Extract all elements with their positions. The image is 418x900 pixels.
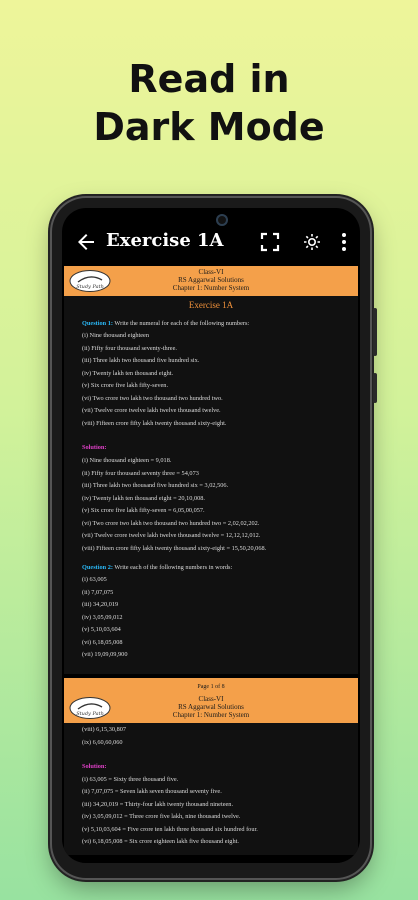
pdf-page-2 <box>64 693 358 863</box>
promo-headline <box>0 55 418 151</box>
volume-button <box>373 308 377 356</box>
list-item: (v) Six crore five lakh fifty-seven. <box>82 382 169 389</box>
back-arrow-icon[interactable] <box>74 230 98 254</box>
brightness-icon[interactable] <box>300 230 324 254</box>
list-item: (iv) 3,05,09,012 <box>82 613 123 621</box>
svg-text:Study Path: Study Path <box>76 711 104 717</box>
list-item: (vi) 6,18,05,008 <box>82 638 123 646</box>
header-chapter: Chapter 1: Number System <box>172 711 250 719</box>
list-item: (v) 5,10,03,604 <box>82 626 121 633</box>
list-item: (iv) 3,05,09,012 = Three crore five lakh, nine thousand twelve. <box>82 813 241 820</box>
list-item: (iv) Twenty lakh ten thousand eight = 20,10,008. <box>82 494 205 502</box>
header-chapter: Chapter 1: Number System <box>172 284 250 292</box>
bottom-nav-area <box>62 855 360 863</box>
list-item: (viii) Fifteen crore fifty lakh twenty thousand sixty-eight = 15,50,20,068. <box>82 544 267 552</box>
list-item: (vi) Two crore two lakh two thousand two hundred two. <box>82 394 223 402</box>
list-item: (vi) 6,18,05,008 = Six crore eighteen lakh five thousand eight. <box>82 838 239 845</box>
pdf-page-1 <box>64 266 358 674</box>
list-item: (iii) Three lakh two thousand five hundred six. <box>82 357 200 364</box>
app-bar <box>62 222 360 262</box>
list-item: (ix) 6,60,60,060 <box>82 738 123 746</box>
list-item: (ii) 7,07,075 <box>82 588 114 596</box>
power-button <box>373 373 377 403</box>
fullscreen-icon[interactable] <box>258 230 282 254</box>
list-item: (vi) Two crore two lakh two thousand two hundred two = 2,02,02,202. <box>82 519 260 527</box>
header-book: RS Aggarwal Solutions <box>178 703 244 711</box>
more-vert-icon[interactable] <box>332 230 356 254</box>
list-item: (iii) Three lakh two thousand five hundred six = 3,02,506. <box>82 482 229 489</box>
question-1-label: Question 1: <box>82 320 113 327</box>
phone-frame <box>52 198 370 878</box>
page-header <box>64 693 358 723</box>
list-item: (i) 63,005 <box>82 576 107 583</box>
list-item: (vii) Twelve crore twelve lakh twelve thousand twelve = 12,12,12,012. <box>82 532 261 539</box>
phone-screen <box>62 208 360 863</box>
list-item: (v) Six crore five lakh fifty-seven = 6,05,00,057. <box>82 507 205 514</box>
question-1 <box>82 320 249 327</box>
headline-line-1: Read in <box>128 57 290 101</box>
list-item: (iv) Twenty lakh ten thousand eight. <box>82 369 174 377</box>
pdf-viewer[interactable] <box>62 266 360 863</box>
question-1-text: Write the numeral for each of the following numbers: <box>112 320 250 327</box>
header-book: RS Aggarwal Solutions <box>178 276 244 284</box>
list-item: (viii) 6,15,30,807 <box>82 726 127 733</box>
solution-label: Solution: <box>82 763 107 770</box>
list-item: (i) 63,005 = Sixty three thousand five. <box>82 775 179 783</box>
list-item: (vii) 19,09,09,900 <box>82 651 128 658</box>
question-2-text: Write each of the following numbers in words: <box>112 564 233 571</box>
solution-label: Solution: <box>82 444 107 451</box>
page-indicator: Page 1 of 8 <box>64 678 358 696</box>
list-item: (i) Nine thousand eighteen <box>82 332 149 339</box>
list-item: (ii) Fifty four thousand seventy-three. <box>82 344 177 352</box>
list-item: (v) 5,10,03,604 = Five crore ten lakh three thousand six hundred four. <box>82 825 258 833</box>
headline-line-2: Dark Mode <box>93 105 325 149</box>
page-title: Exercise 1A <box>106 230 224 251</box>
list-item: (ii) Fifty four thousand seventy three = 54,073 <box>82 469 199 477</box>
list-item: (i) Nine thousand eighteen = 9,018. <box>82 457 172 464</box>
question-2-label: Question 2: <box>82 564 113 571</box>
exercise-heading: Exercise 1A <box>188 300 234 310</box>
header-class: Class-VI <box>198 695 224 703</box>
list-item: (iii) 34,20,019 <box>82 601 119 608</box>
list-item: (vii) Twelve crore twelve lakh twelve thousand twelve. <box>82 407 221 414</box>
list-item: (ii) 7,07,075 = Seven lakh seven thousand seventy five. <box>82 788 222 795</box>
header-class: Class-VI <box>198 268 224 276</box>
list-item: (viii) Fifteen crore fifty lakh twenty thousand sixty-eight. <box>82 419 227 427</box>
question-2 <box>82 564 232 571</box>
page-header <box>64 266 358 296</box>
svg-text:Study Path: Study Path <box>76 284 104 290</box>
list-item: (iii) 34,20,019 = Thirty-four lakh twenty thousand nineteen. <box>82 800 234 808</box>
